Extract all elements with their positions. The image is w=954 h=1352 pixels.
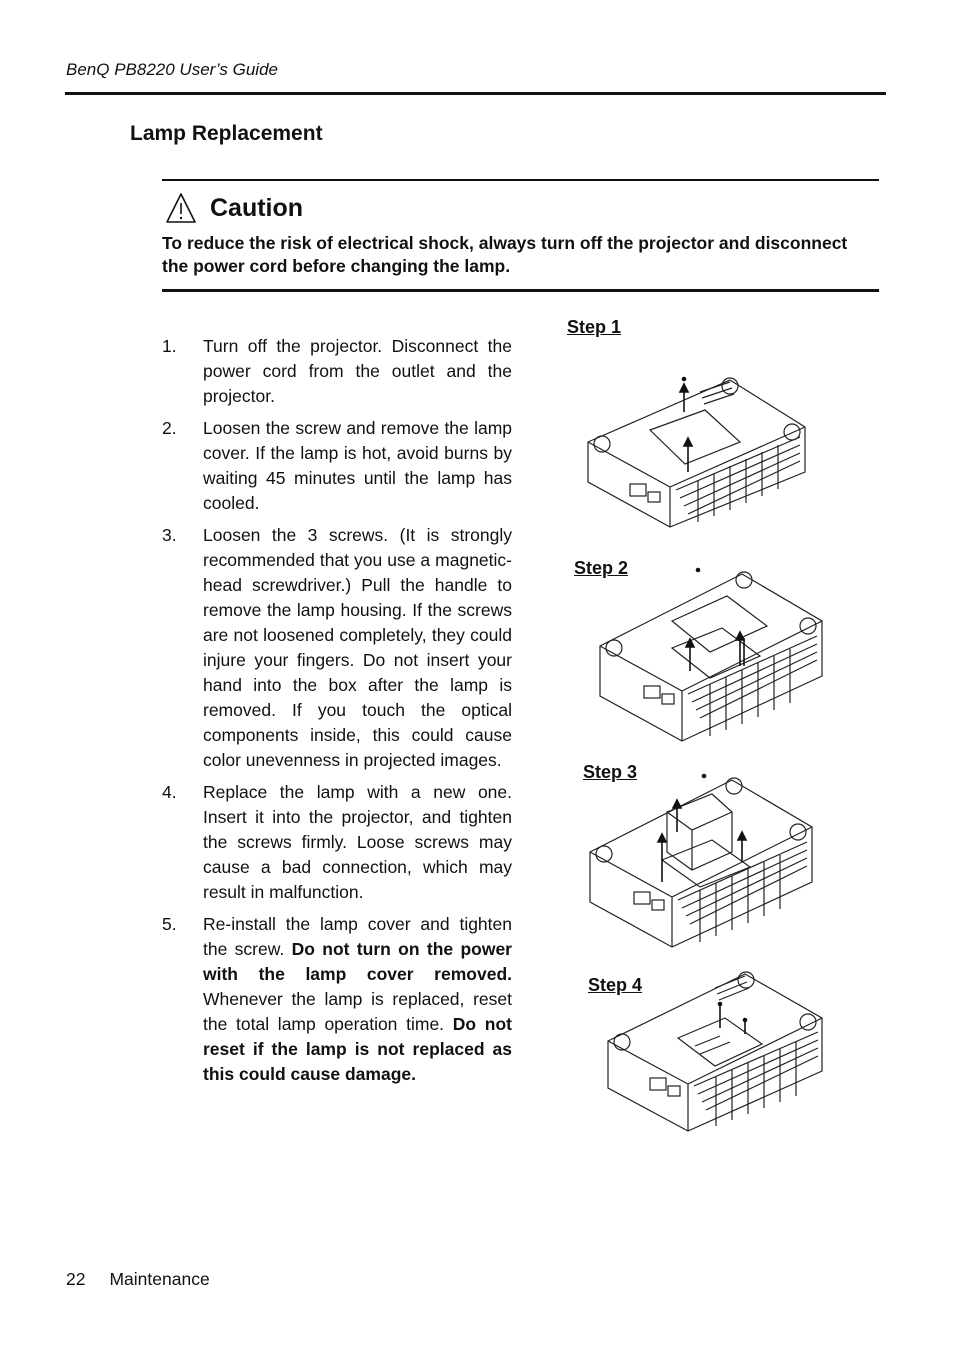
step-text: Replace the lamp with a new one. Insert it into the projector, and tighten the screws firmly. Loose screws may cause a bad connection, which may result in malfunction.	[203, 782, 512, 902]
page-number: 22	[66, 1269, 86, 1289]
caution-box	[162, 179, 879, 292]
caution-heading	[164, 191, 303, 225]
step-number: 5.	[162, 914, 177, 934]
running-header: BenQ PB8220 User’s Guide	[66, 60, 278, 79]
step-3-projector-illustration	[582, 772, 822, 952]
step-warning-bold: Do not reset if the lamp is not replaced as this could cause damage.	[203, 1014, 512, 1084]
step-text-part: Re-install the lamp cover and tighten the screw.	[203, 914, 512, 959]
caution-title: Caution	[210, 194, 304, 222]
step-3-label: Step 3	[583, 762, 638, 782]
step-text: Loosen the 3 screws. (It is strongly recommended that you use a magnetic-head screwdriver.) Pull the handle to remove the lamp housing. If the screws are not loosened completely, they could injure your fingers. Do not insert your hand into the box after the lamp is removed. If you touch the optical components inside, this could cause color unevenness in projected images.	[203, 525, 512, 770]
list-item	[162, 334, 512, 409]
page-footer	[66, 1269, 210, 1290]
step-text-part: Whenever the lamp is replaced, reset the total lamp operation time.	[203, 989, 512, 1034]
section-title: Lamp Replacement	[130, 122, 323, 145]
step-1-label: Step 1	[567, 317, 622, 337]
list-item	[162, 912, 512, 1087]
step-4-projector-illustration	[600, 966, 830, 1136]
step-text: Turn off the projector. Disconnect the power cord from the outlet and the projector.	[203, 336, 512, 406]
step-text: Loosen the screw and remove the lamp cover. If the lamp is hot, avoid burns by waiting 45 minutes until the lamp has cooled.	[203, 418, 512, 513]
step-2-label: Step 2	[574, 558, 629, 578]
step-number: 4.	[162, 782, 177, 802]
step-2-projector-illustration	[592, 566, 832, 746]
footer-section: Maintenance	[109, 1269, 210, 1289]
warning-triangle-icon	[164, 191, 198, 225]
list-item	[162, 523, 512, 773]
step-number: 2.	[162, 418, 177, 438]
step-1-projector-illustration	[580, 372, 820, 532]
instruction-list	[162, 334, 512, 1094]
step-4-label: Step 4	[588, 975, 643, 995]
list-item	[162, 416, 512, 516]
step-text	[203, 914, 512, 1084]
header-rule	[65, 92, 886, 95]
step-warning-bold: Do not turn on the power with the lamp cover removed.	[203, 939, 512, 984]
caution-text: To reduce the risk of electrical shock, always turn off the projector and disconnect the power cord before changing the lamp.	[162, 233, 848, 276]
list-item	[162, 780, 512, 905]
step-number: 3.	[162, 525, 177, 545]
step-number: 1.	[162, 336, 177, 356]
